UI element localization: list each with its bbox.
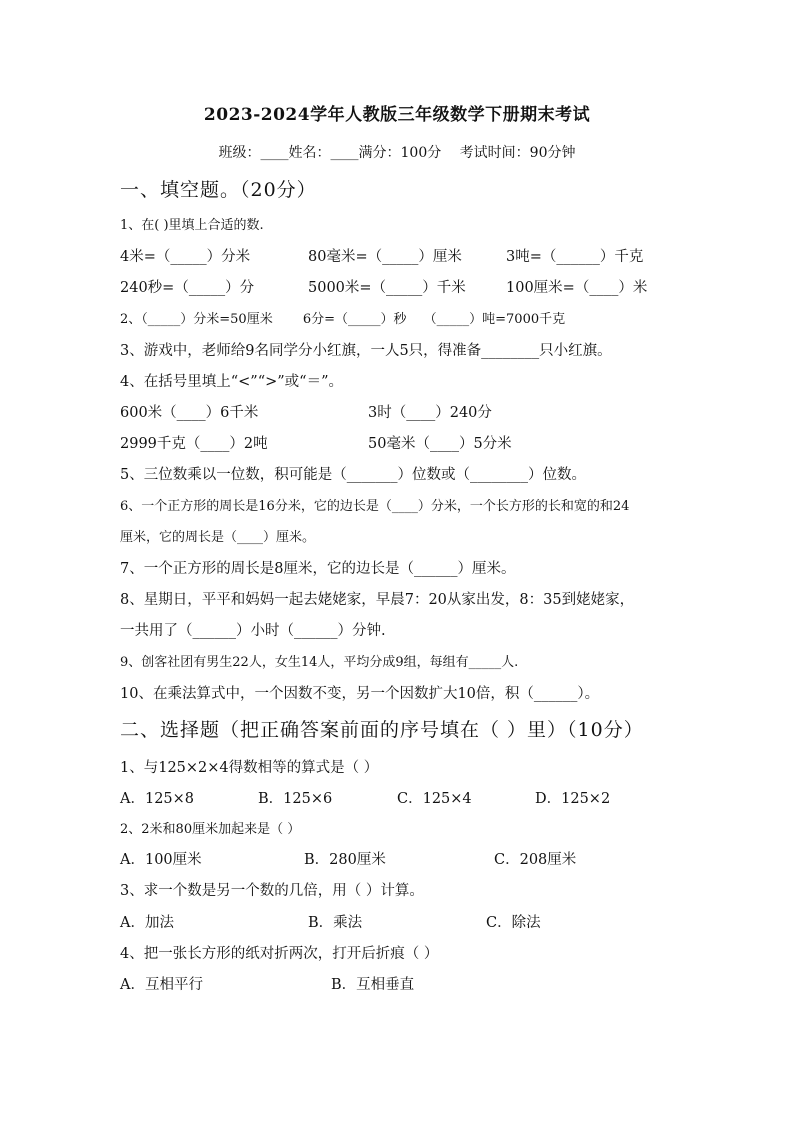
q4-item-1: 600米（____）6千米 (120, 405, 259, 421)
q2-2-option-b: B．280厘米 (304, 852, 386, 868)
question-1-2: 2、（_____）分米=50厘米 6分=（_____）秒 （_____）吨=7000千克 (120, 312, 566, 327)
section2-heading: 二、选择题（把正确答案前面的序号填在（ ）里）（10分） (120, 719, 644, 741)
question-1-10: 10、在乘法算式中，一个因数不变，另一个因数扩大10倍，积（______）。 (120, 686, 600, 702)
question-2-1: 1、与125×2×4得数相等的算式是（ ） (120, 760, 379, 776)
section1-heading: 一、填空题。（20分） (120, 179, 317, 201)
q1-item-2: 80毫米=（_____）厘米 (308, 249, 462, 265)
page-title: 2023-2024学年人教版三年级数学下册期末考试 (203, 105, 591, 125)
question-2-4: 4、把一张长方形的纸对折两次，打开后折痕（ ） (120, 946, 439, 962)
q1-item-6: 100厘米=（____）米 (506, 280, 648, 296)
question-2-3: 3、求一个数是另一个数的几倍，用（ ）计算。 (120, 883, 424, 899)
question-2-2: 2、2米和80厘米加起来是（ ） (120, 822, 301, 837)
q2-1-option-a: A．125×8 (120, 791, 195, 807)
question-1-8-line1: 8、星期日，平平和妈妈一起去姥姥家，早晨7：20从家出发，8：35到姥姥家， (120, 592, 635, 608)
q4-item-4: 50毫米（____）5分米 (368, 436, 512, 452)
q1-item-3: 3吨=（______）千克 (506, 249, 644, 265)
q2-1-option-b: B．125×6 (258, 791, 333, 807)
q2-4-option-a: A．互相平行 (120, 977, 203, 993)
q2-2-option-c: C．208厘米 (494, 852, 577, 868)
q2-4-option-b: B．互相垂直 (331, 977, 415, 993)
question-1-6-line1: 6、一个正方形的周长是16分米，它的边长是（____）分米，一个长方形的长和宽的和24 (120, 499, 630, 514)
exam-info-line: 班级：____姓名：____满分：100分 考试时间：90分钟 (218, 145, 576, 161)
q1-item-4: 240秒=（_____）分 (120, 280, 255, 296)
question-1-3: 3、游戏中，老师给9名同学分小红旗，一人5只，得准备________只小红旗。 (120, 343, 612, 359)
question-1-1: 1、在( )里填上合适的数. (120, 218, 264, 233)
question-1-5: 5、三位数乘以一位数，积可能是（_______）位数或（________）位数。 (120, 467, 586, 483)
q2-3-option-a: A．加法 (120, 915, 174, 931)
q1-item-1: 4米=（_____）分米 (120, 249, 251, 265)
question-1-4: 4、在括号里填上“<”“>”或“＝”。 (120, 374, 344, 390)
question-1-7: 7、一个正方形的周长是8厘米，它的边长是（______）厘米。 (120, 561, 516, 577)
q2-3-option-c: C．除法 (486, 915, 541, 931)
q2-1-option-d: D．125×2 (535, 791, 611, 807)
q2-3-option-b: B．乘法 (308, 915, 363, 931)
q1-item-5: 5000米=（_____）千米 (308, 280, 466, 296)
q4-item-2: 3时（____）240分 (368, 405, 492, 421)
q2-2-option-a: A．100厘米 (120, 852, 202, 868)
question-1-6-line2: 厘米，它的周长是（____）厘米。 (120, 530, 316, 545)
question-1-9: 9、创客社团有男生22人，女生14人，平均分成9组，每组有_____人. (120, 655, 519, 670)
q4-item-3: 2999千克（____）2吨 (120, 436, 268, 452)
q2-1-option-c: C．125×4 (397, 791, 472, 807)
question-1-8-line2: 一共用了（______）小时（______）分钟. (120, 623, 386, 639)
